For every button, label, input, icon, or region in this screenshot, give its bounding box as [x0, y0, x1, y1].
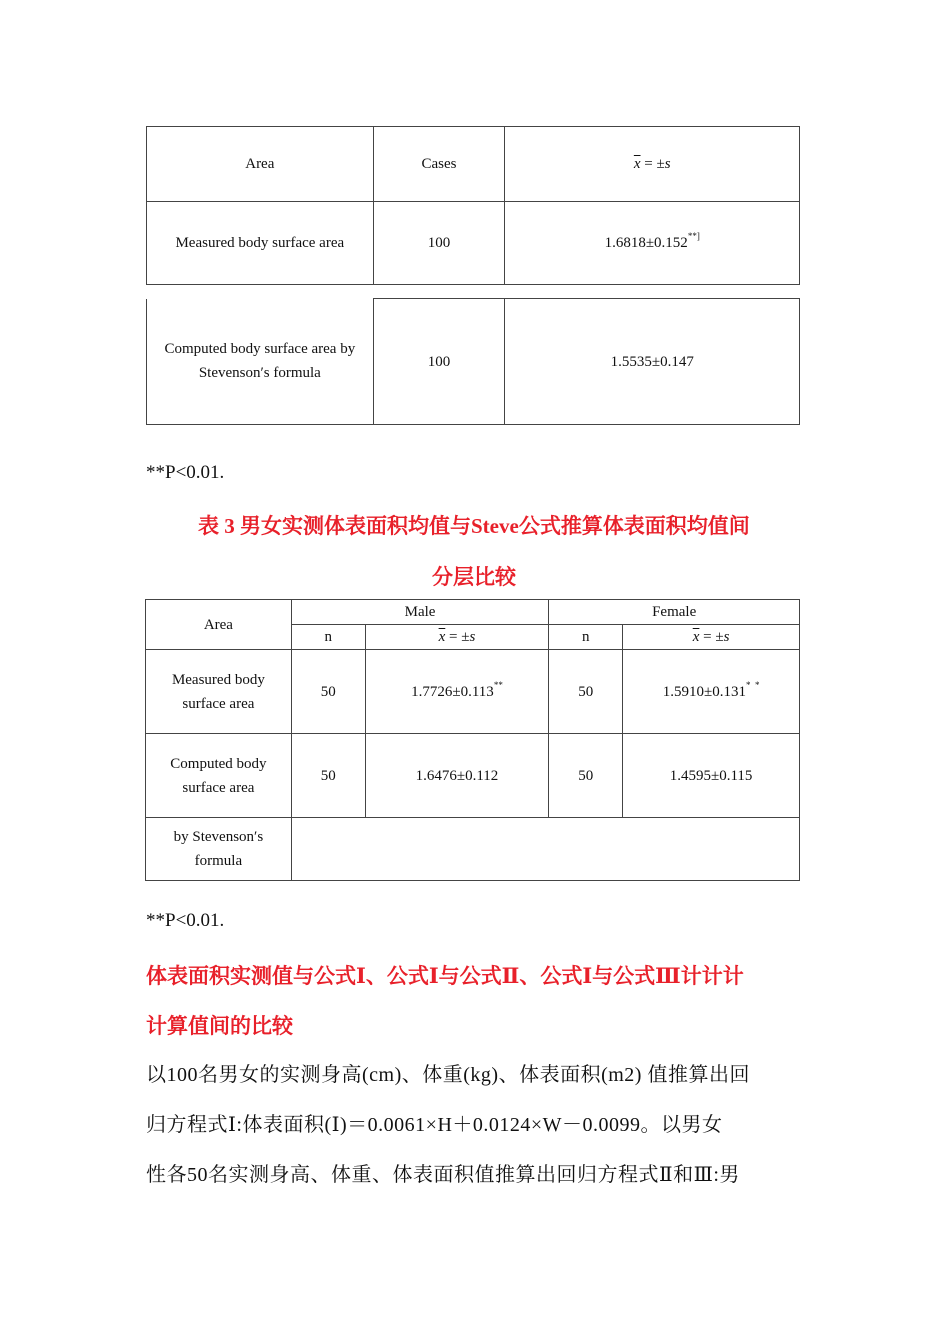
table1-header-cases: Cases: [373, 127, 505, 202]
table3-header-male: Male: [291, 600, 549, 625]
section-title-line1: 体表面积实测值与公式Ⅰ、公式Ⅰ与公式Ⅱ、公式Ⅰ与公式Ⅲ计计计: [146, 964, 744, 988]
table3-header-male-n: n: [291, 625, 365, 650]
table3-row2-male-value: 1.6476±0.112: [365, 734, 549, 818]
table3-header-female-stat: $\overline{x} = \pm s$: [623, 625, 800, 650]
table1-row1-cases: 100: [373, 202, 505, 285]
table3-row2-female-value: 1.4595±0.115: [623, 734, 800, 818]
table3-row1-area: Measured body surface area: [146, 650, 292, 734]
table3-note: **P<0.01.: [146, 910, 225, 931]
table1-row2-area: Computed body surface area by Stevenson′s formula: [147, 299, 374, 425]
table3-row2-area: Computed body surface area: [146, 734, 292, 818]
table3-row3-empty: [291, 818, 799, 881]
table3-title-line1: 表 3 男女实测体表面积均值与Steve公式推算体表面积均值间: [198, 514, 750, 538]
table1-note: **P<0.01.: [146, 462, 225, 483]
table3-row1-male-n: 50: [291, 650, 365, 734]
paragraph-line1: 以100名男女的实测身高(cm)、体重(kg)、体表面积(m2) 值推算出回: [146, 1064, 750, 1086]
table1-row2-cases: 100: [373, 299, 505, 425]
table3: [145, 599, 800, 881]
table1-row1-area: Measured body surface area: [147, 202, 374, 285]
table3-row2-female-n: 50: [549, 734, 623, 818]
table1-top: [146, 126, 800, 285]
table1-row1-value: 1.6818±0.152**]: [505, 202, 800, 285]
table1-header-stat: $\overline{x} = \pm s$: [505, 127, 800, 202]
table1-header-area: Area: [147, 127, 374, 202]
table3-header-female: Female: [549, 600, 800, 625]
table3-header-male-stat: $\overline{x} = \pm s$: [365, 625, 549, 650]
paragraph-line3: 性各50名实测身高、体重、体表面积值推算出回归方程式Ⅱ和Ⅲ:男: [146, 1164, 740, 1186]
table3-row1-female-value: 1.5910±0.131* *: [623, 650, 800, 734]
table1-bottom: [146, 298, 800, 425]
table3-header-area: Area: [146, 600, 292, 650]
table3-row3-area: by Stevenson′s formula: [146, 818, 292, 881]
table3-title-line2: 分层比较: [432, 565, 516, 589]
section-title-line2: 计算值间的比较: [146, 1014, 293, 1038]
table3-row1-male-value: 1.7726±0.113**: [365, 650, 549, 734]
table1-row2-value: 1.5535±0.147: [505, 299, 800, 425]
table3-row2-male-n: 50: [291, 734, 365, 818]
paragraph-line2: 归方程式Ⅰ:体表面积(Ⅰ)＝0.0061×H＋0.0124×W－0.0099。以男女: [146, 1114, 723, 1136]
table3-row1-female-n: 50: [549, 650, 623, 734]
table3-header-female-n: n: [549, 625, 623, 650]
